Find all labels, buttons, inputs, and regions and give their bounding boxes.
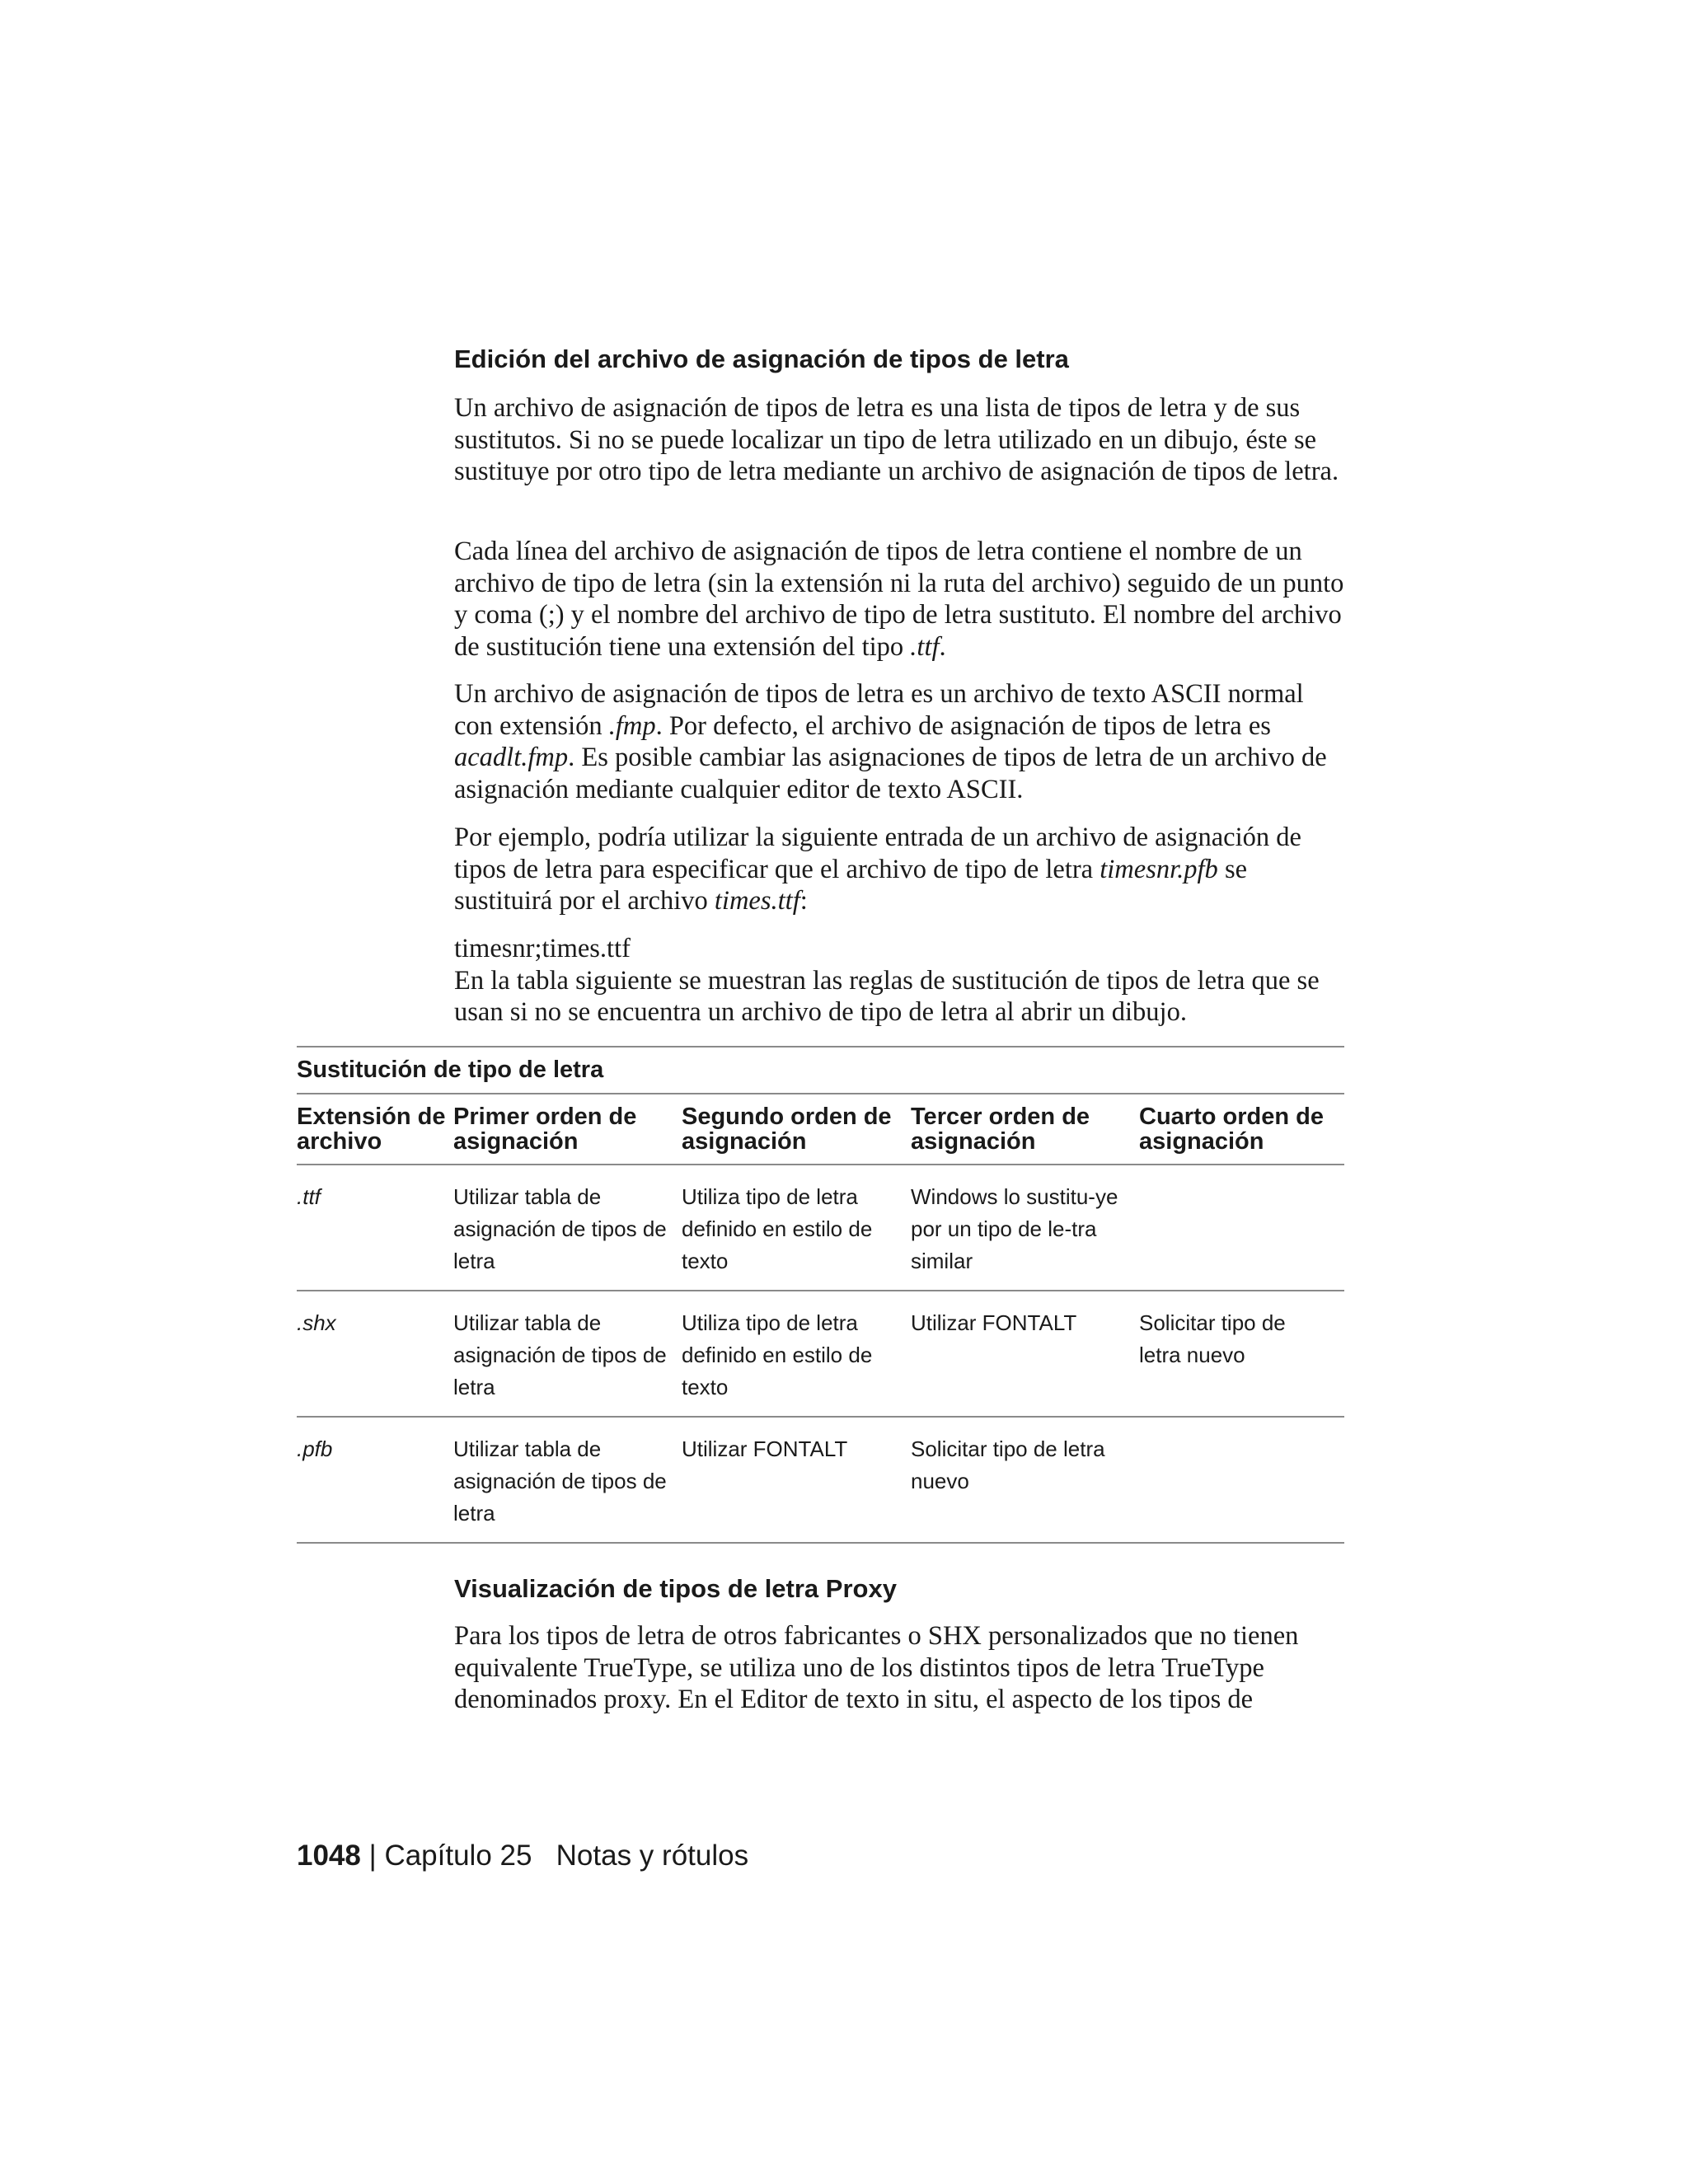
page-footer (297, 1840, 748, 1872)
file-name: timesnr.pfb (1100, 854, 1218, 884)
header-third-order: Tercer orden de asignación (911, 1104, 1090, 1155)
paragraph-text: Por ejemplo, podría utilizar la siguiente entrada de un archivo de asignación de tipos de letra para especificar que el archivo de tipo de letra (454, 823, 1301, 884)
header-fourth-order: Cuarto orden de asignación (1139, 1104, 1324, 1155)
chapter-title: Notas y rótulos (556, 1840, 749, 1872)
table-cell: Solicitar tipo de letra nuevo (911, 1436, 1105, 1493)
file-name: acadlt.fmp (454, 743, 569, 772)
header-second-order: Segundo orden de asignación (682, 1104, 892, 1155)
table-cell: Utilizar tabla de asignación de tipos de letra (453, 1310, 667, 1399)
paragraph-intro: Un archivo de asignación de tipos de letra es una lista de tipos de letra y de sus sustitutos. Si no se puede localizar un tipo de letra utilizado en un dibujo, éste se sustituye por otro tipo de letra mediante un archivo de asignación de tipos de letra. (454, 393, 1339, 486)
header-first-order: Primer orden de asignación (453, 1104, 637, 1155)
table-cell (1139, 1433, 1344, 1542)
table-row (297, 1418, 1344, 1542)
table-cell: Utiliza tipo de letra definido en estilo de texto (682, 1184, 873, 1273)
table-cell: Windows lo sustitu-ye por un tipo de le-tra similar (911, 1184, 1118, 1273)
paragraph-ascii-file (454, 678, 1344, 805)
table-cell (1139, 1181, 1344, 1290)
file-extension: .fmp (608, 710, 656, 741)
table-cell: .pfb (297, 1436, 333, 1461)
table-row (297, 1291, 1344, 1416)
table-bottom-rule (297, 1542, 1344, 1544)
section-heading: Visualización de tipos de letra Proxy (454, 1574, 897, 1603)
table-cell: Utilizar tabla de asignación de tipos de letra (453, 1436, 667, 1526)
font-substitution-table (297, 1046, 1344, 1544)
paragraph-text: : (799, 886, 808, 916)
chapter-label: Capítulo 25 (384, 1840, 532, 1872)
page-number: 1048 (297, 1840, 361, 1872)
table-header-row (297, 1094, 1344, 1164)
table-cell: Solicitar tipo de letra nuevo (1139, 1310, 1286, 1367)
paragraph-text: Cada línea del archivo de asignación de tipos de letra contiene el nombre de un archivo de tipo de letra (sin la extensión ni la ruta del archivo) seguido de un punto y coma (;) y el nombre del archivo de tipo de letra sustituto. El nombre del archivo de sustitución tiene una extensión del tipo (454, 537, 1344, 662)
file-extension: .ttf (910, 631, 940, 662)
header-extension: Extensión de archivo (297, 1104, 446, 1155)
paragraph-example (454, 822, 1344, 917)
paragraph-line-format (454, 536, 1344, 663)
mapping-entry-example: timesnr;times.ttf (454, 934, 631, 963)
paragraph-text: . Por defecto, el archivo de asignación de tipos de letra es (655, 710, 1271, 741)
table-cell: Utilizar tabla de asignación de tipos de letra (453, 1184, 667, 1273)
table-cell: .shx (297, 1310, 336, 1335)
paragraph-text: se sustituirá por el archivo (454, 854, 1248, 916)
table-row (297, 1165, 1344, 1290)
paragraph-text: Un archivo de asignación de tipos de letra es un archivo de texto ASCII normal con extensión (454, 679, 1304, 741)
paragraph-text: En la tabla siguiente se muestran las reglas de sustitución de tipos de letra que se usan si no se encuentra un archivo de tipo de letra al abrir un dibujo. (454, 965, 1320, 1027)
paragraph-text: . (939, 631, 946, 662)
table-cell: Utilizar FONTALT (682, 1436, 848, 1461)
paragraph-proxy-fonts: Para los tipos de letra de otros fabricantes o SHX personalizados que no tienen equivalente TrueType, se utiliza uno de los distintos tipos de letra TrueType denominados proxy. En el Editor de texto in situ, el aspecto de los tipos de (454, 1621, 1299, 1714)
footer-separator: | (368, 1840, 377, 1872)
table-cell: Utilizar FONTALT (911, 1310, 1077, 1335)
table-cell: Utiliza tipo de letra definido en estilo de texto (682, 1310, 873, 1399)
paragraph-text: . Es posible cambiar las asignaciones de tipos de letra de un archivo de asignación mediante cualquier editor de texto ASCII. (454, 743, 1327, 804)
table-cell: .ttf (297, 1184, 321, 1209)
section-heading: Edición del archivo de asignación de tipos de letra (454, 344, 1069, 373)
table-title: Sustitución de tipo de letra (297, 1057, 604, 1083)
file-name: times.ttf (714, 886, 800, 916)
paragraph-table-intro (454, 933, 1344, 1029)
